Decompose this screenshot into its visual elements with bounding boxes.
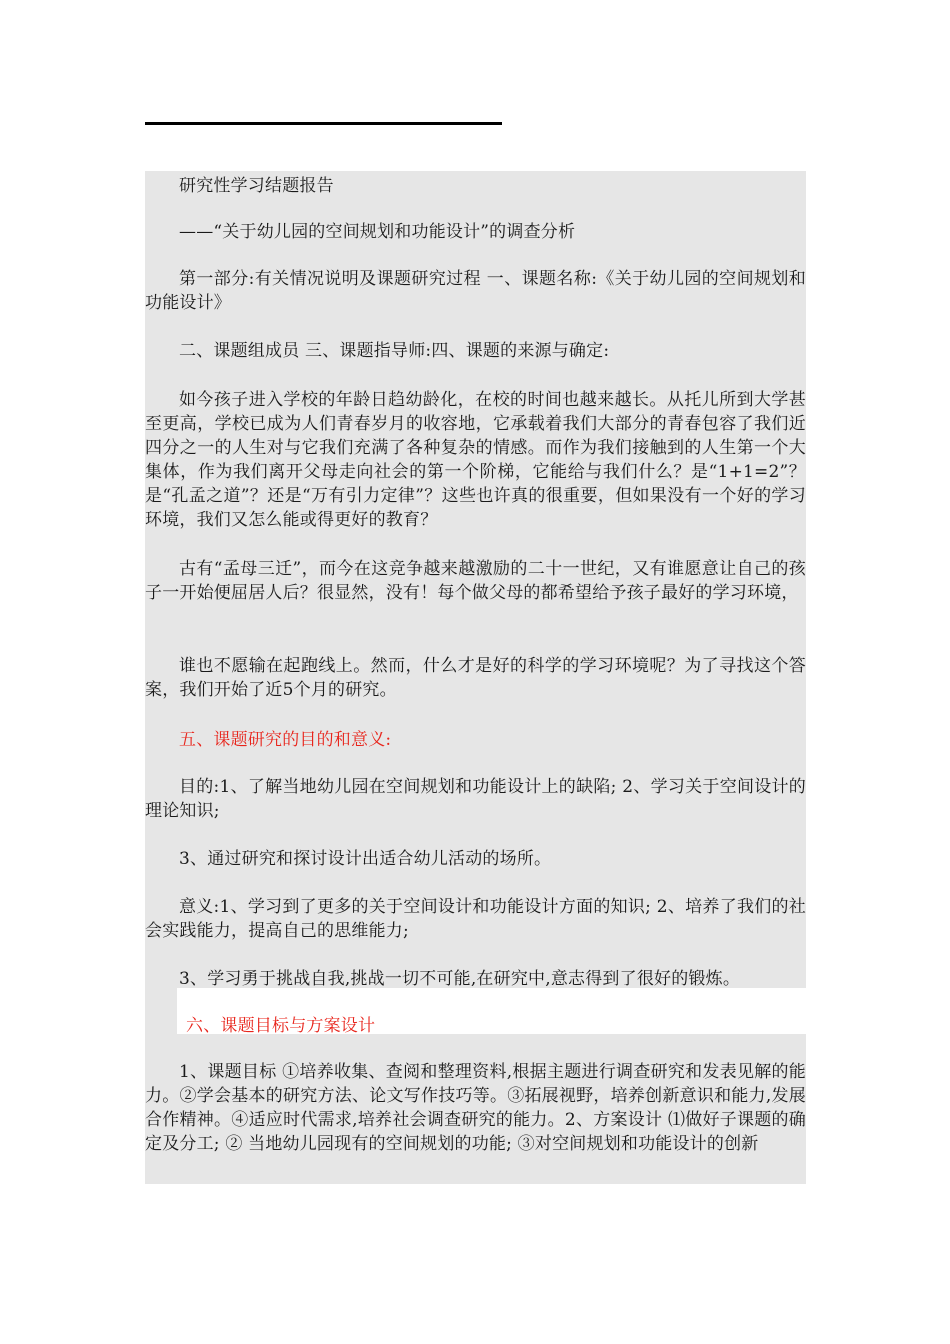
paragraph-purpose: 目的:1、了解当地幼儿园在空间规划和功能设计上的缺陷; 2、学习关于空间设计的理论知识; bbox=[145, 777, 806, 821]
paragraph-background: 如今孩子进入学校的年龄日趋幼龄化，在校的时间也越来越长。从托儿所到大学甚至更高，学校已成为人们青春岁月的收容地，它承载着我们大部分的青春包容了我们近四分之一的人生对与它我们充满了各种复杂的情感。而作为我们接触到的人生第一个大集体，作为我们离开父母走向社会的第一个阶梯，它能给与我们什么？是“1+1=2”？是“孔孟之道”？还是“万有引力定律”？这些也许真的很重要，但如果没有一个好的学习环境，我们又怎么能或得更好的教育？ bbox=[145, 390, 806, 530]
text-highlight-block bbox=[145, 988, 177, 1034]
paragraph-meaning: 意义:1、学习到了更多的关于空间设计和功能设计方面的知识; 2、培养了我们的社会实践能力，提高自己的思维能力; bbox=[145, 897, 806, 941]
paragraph-mencius: 古有“孟母三迁”，而今在这竞争越来越激励的二十一世纪，又有谁愿意让自己的孩子一开始便屈居人后？很显然，没有！每个做父母的都希望给予孩子最好的学习环境， bbox=[145, 559, 806, 603]
paragraph-research-start: 谁也不愿输在起跑线上。然而，什么才是好的科学的学习环境呢？为了寻找这个答案，我们开始了近5个月的研究。 bbox=[145, 656, 806, 700]
paragraph-members: 二、课题组成员 三、课题指导师:四、课题的来源与确定: bbox=[179, 341, 610, 361]
paragraph-part-one: 第一部分:有关情况说明及课题研究过程 一、课题名称:《关于幼儿园的空间规划和功能设计》 bbox=[145, 269, 806, 313]
header-rule bbox=[145, 122, 502, 125]
paragraph-meaning-3: 3、学习勇于挑战自我,挑战一切不可能,在研究中,意志得到了很好的锻炼。 bbox=[179, 969, 741, 989]
report-title: 研究性学习结题报告 bbox=[179, 176, 334, 196]
paragraph-goals: 1、课题目标 ①培养收集、查阅和整理资料,根据主题进行调查研究和发表见解的能力。②学会基本的研究方法、论文写作技巧等。③拓展视野，培养创新意识和能力,发展合作精神。④适应时代需求,培养社会调查研究的能力。2、方案设计 ⑴做好子课题的确定及分工; ② 当地幼儿园现有的空间规划的功能; ③对空间规划和功能设计的创新 bbox=[145, 1062, 806, 1154]
paragraph-purpose-3: 3、通过研究和探讨设计出适合幼儿活动的场所。 bbox=[179, 849, 552, 869]
section-heading-purpose: 五、课题研究的目的和意义: bbox=[179, 730, 392, 750]
section-heading-goals: 六、课题目标与方案设计 bbox=[186, 1016, 376, 1036]
report-subtitle: ——“关于幼儿园的空间规划和功能设计”的调查分析 bbox=[179, 222, 576, 242]
